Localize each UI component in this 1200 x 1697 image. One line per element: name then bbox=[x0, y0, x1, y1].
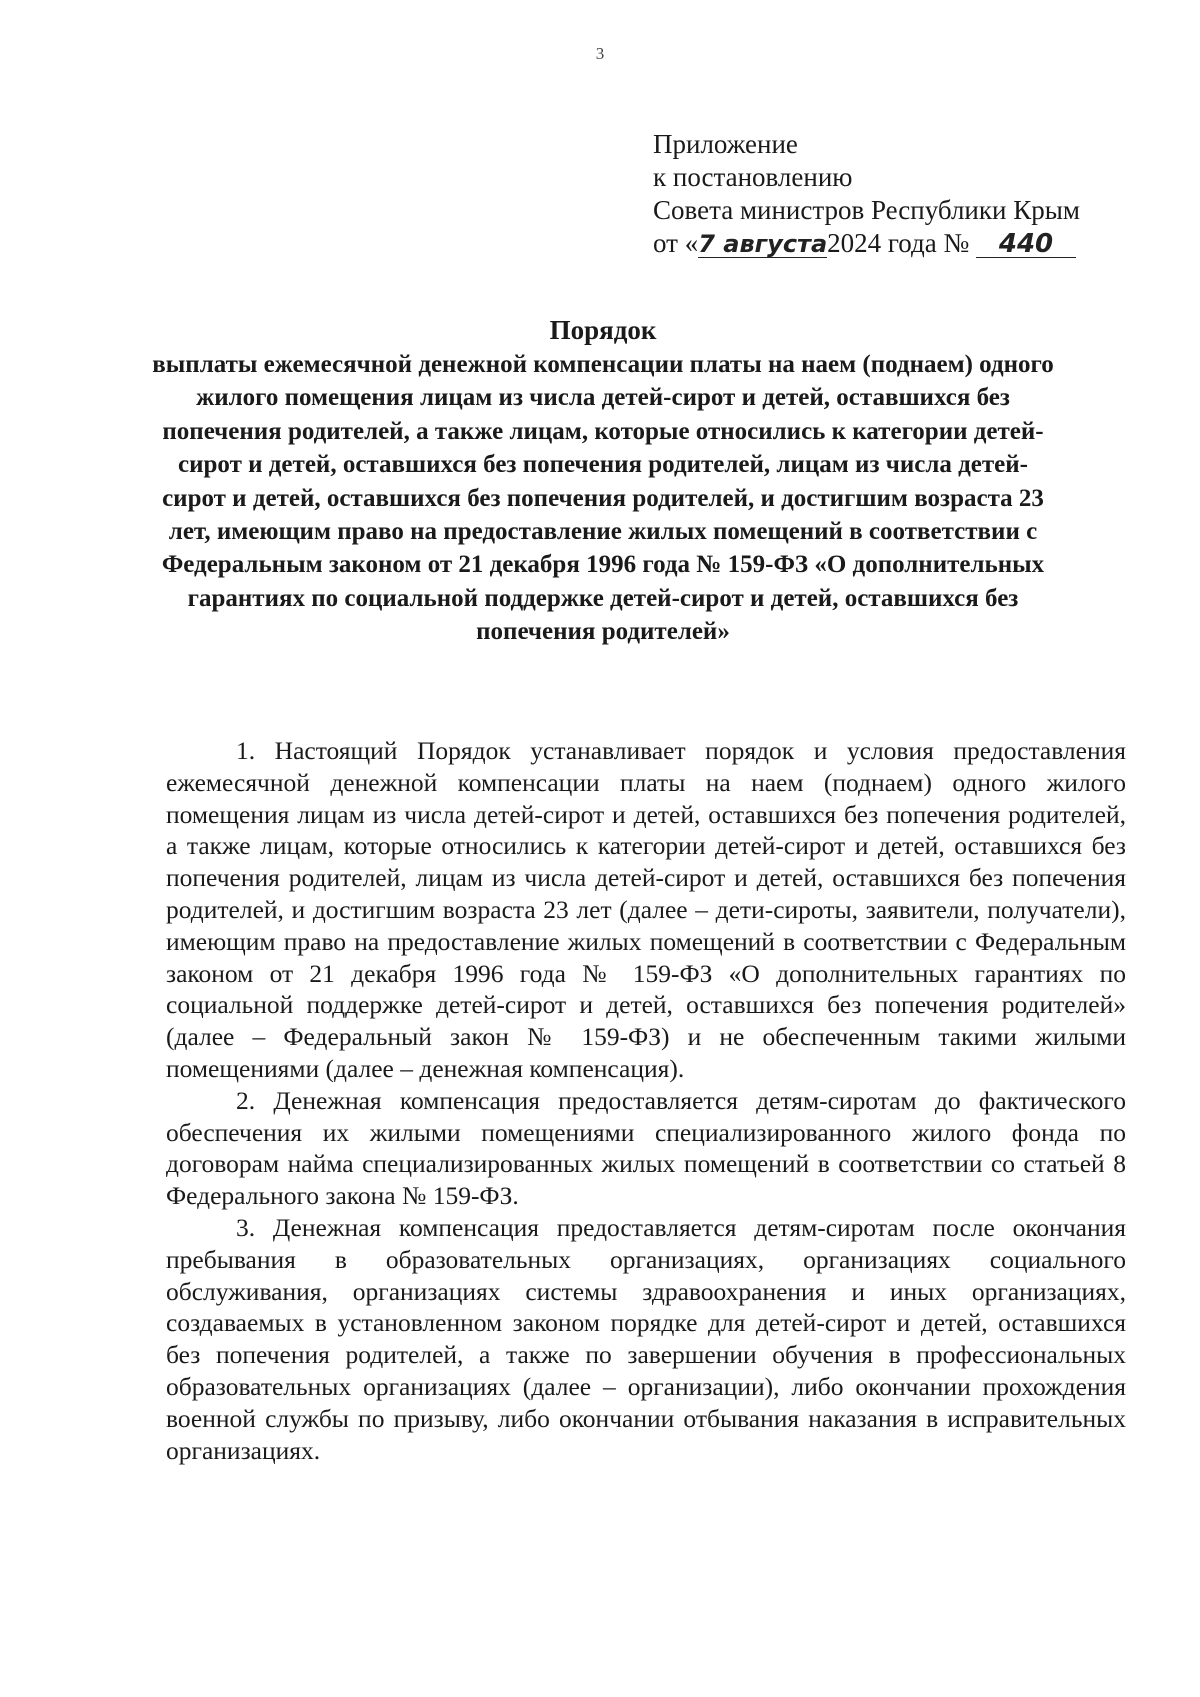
paragraph-2: 2. Денежная компенсация предоставляется детям-сиротам до фактического обеспечения их жилыми помещениями специализированного жилого фонда по договорам найма специализированных жилых помещений в соответствии со статьей 8 Федерального закона № 159-ФЗ. bbox=[166, 1085, 1126, 1211]
paragraph-1: 1. Настоящий Порядок устанавливает порядок и условия предоставления ежемесячной денежной компенсации платы на наем (поднаем) одного жилого помещения лицам из числа детей-сирот и детей, оставшихся без попечения родителей, а также лицам, которые относились к категории детей-сирот и детей, оставшихся без попечения родителей, лицам из числа детей-сирот и детей, оставшихся без попечения родителей, и достигшим возраста 23 лет (далее – дети-сироты, заявители, получатели), имеющим право на предоставление жилых помещений в соответствии с Федеральным законом от 21 декабря 1996 года № 159-ФЗ «О дополнительных гарантиях по социальной поддержке детей-сирот и детей, оставшихся без попечения родителей» (далее – Федеральный закон № 159-ФЗ) и не обеспеченным такими жилыми помещениями (далее – денежная компенсация). bbox=[166, 736, 1126, 1083]
appendix-line-3: Совета министров Республики Крым bbox=[653, 195, 1080, 225]
handwritten-date: 7 августа bbox=[698, 230, 828, 258]
appendix-line-2: к постановлению bbox=[653, 162, 853, 192]
paragraph-3: 3. Денежная компенсация предоставляется детям-сиротам после окончания пребывания в образовательных организациях, организациях социального обслуживания, организациях системы здравоохранения и иных организациях, создаваемых в установленном законом порядке для детей-сирот и детей, оставшихся без попечения родителей, а также по завершении обучения в профессиональных образовательных организациях (далее – организации), либо окончании прохождения военной службы по призыву, либо окончании отбывания наказания в исправительных организациях. bbox=[166, 1212, 1126, 1465]
date-suffix: 2024 года № bbox=[827, 228, 970, 258]
title-heading: Порядок bbox=[549, 315, 657, 345]
handwritten-number: 440 bbox=[976, 231, 1076, 258]
appendix-line-1: Приложение bbox=[653, 129, 798, 159]
appendix-date-line bbox=[653, 227, 1173, 260]
page-number: 3 bbox=[595, 44, 605, 63]
date-prefix: от « bbox=[653, 228, 699, 258]
appendix-block bbox=[653, 128, 1173, 260]
document-body bbox=[166, 735, 1126, 1466]
title-text: выплаты ежемесячной денежной компенсации платы на наем (поднаем) одного жилого помещения лицам из числа детей-сирот и детей, оставшихся без попечения родителей, а также лицам, которые относились к категории детей-сирот и детей, оставшихся без попечения родителей, лицам из числа детей-сирот и детей, оставшихся без попечения родителей, и достигшим возраста 23 лет, имеющим право на предоставление жилых помещений в соответствии с Федеральным законом от 21 декабря 1996 года № 159-ФЗ «О дополнительных гарантиях по социальной поддержке детей-сирот и детей, оставшихся без попечения родителей» bbox=[152, 351, 1054, 646]
document-title bbox=[150, 313, 1056, 649]
